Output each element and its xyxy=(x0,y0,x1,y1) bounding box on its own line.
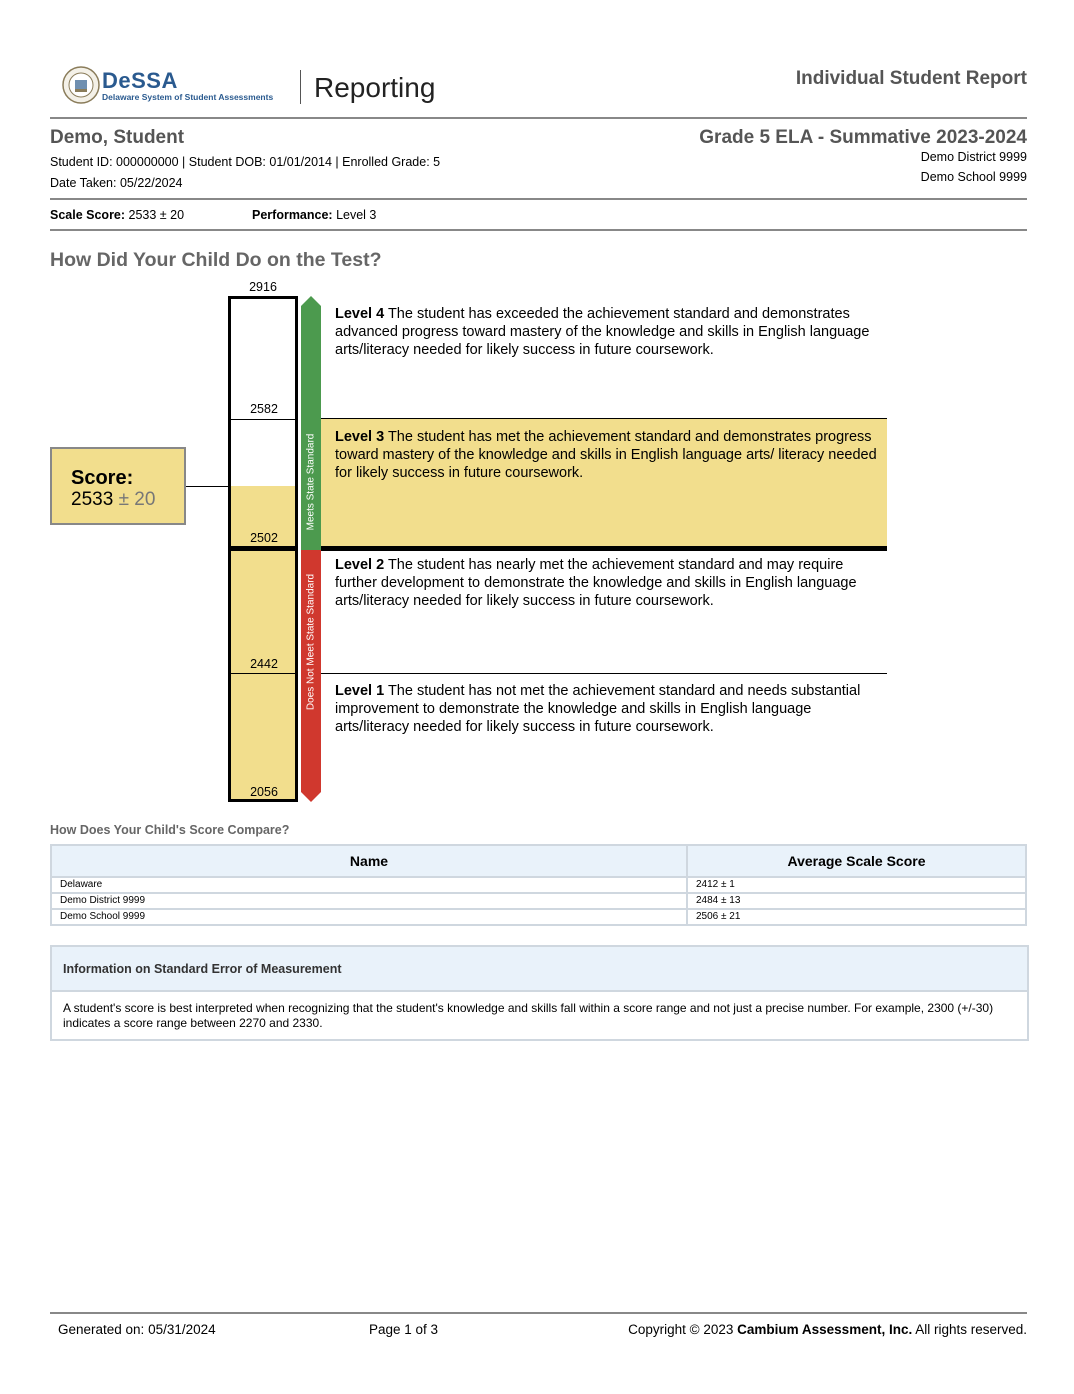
level-4-description: Level 4 The student has exceeded the achievement standard and demonstrates advanced progress toward mastery of the knowledge and skills in English language arts/literacy needed for likely success in future coursework. xyxy=(335,306,870,358)
compare-heading: How Does Your Child's Score Compare? xyxy=(50,823,290,837)
test-name: Grade 5 ELA - Summative 2023-2024 xyxy=(699,127,1027,148)
logo-subtitle: Delaware System of Student Assessments xyxy=(102,92,274,102)
district-name: Demo District 9999 xyxy=(920,150,1027,164)
header-divider xyxy=(300,70,301,104)
delaware-seal-icon xyxy=(62,66,100,104)
row-name: Demo School 9999 xyxy=(51,909,687,925)
score-number: 2533 xyxy=(71,489,114,510)
table-row xyxy=(51,877,1026,893)
meets-standard-label: Meets State Standard xyxy=(305,433,317,531)
performance-summary xyxy=(252,208,376,222)
cutpoint-label: 2582 xyxy=(250,402,278,416)
sem-info-title: Information on Standard Error of Measurement xyxy=(63,962,342,976)
header-rule xyxy=(50,117,1027,119)
scale-score-summary xyxy=(50,208,184,222)
school-name: Demo School 9999 xyxy=(920,170,1027,184)
section-title: Reporting xyxy=(314,72,436,103)
info-rule-top xyxy=(50,198,1027,200)
copyright-company: Cambium Assessment, Inc. xyxy=(737,1322,913,1337)
generated-date: Generated on: 05/31/2024 xyxy=(58,1322,216,1337)
sem-info-header xyxy=(52,947,1027,992)
student-id-line: Student ID: 000000000 | Student DOB: 01/01/2014 | Enrolled Grade: 5 xyxy=(50,155,441,169)
footer-rule xyxy=(50,1312,1027,1314)
performance-value: Level 3 xyxy=(336,208,377,222)
table-row xyxy=(51,909,1026,925)
performance-label: Performance: xyxy=(252,208,333,222)
sem-info-text: A student's score is best interpreted when recognizing that the student's knowledge and skills fall within a score range and not just a precise number. For example, 2300 (+/-30) indicates a score range between 2270 and 2330. xyxy=(63,1001,994,1030)
date-taken: Date Taken: 05/22/2024 xyxy=(50,176,183,190)
copyright-post: All rights reserved. xyxy=(912,1322,1027,1337)
level-separator-2-1 xyxy=(318,673,887,674)
how-did-heading: How Did Your Child Do on the Test? xyxy=(50,249,382,271)
level-2-description: Level 2 The student has nearly met the achievement standard and may require further development to demonstrate the knowledge and skills in English language arts/literacy needed for likely success in future coursework. xyxy=(335,557,857,609)
scale-score-value: 2533 ± 20 xyxy=(128,208,185,222)
col-header-name: Name xyxy=(51,845,687,877)
row-name: Demo District 9999 xyxy=(51,893,687,909)
column-tick-2442 xyxy=(228,673,298,674)
compare-table xyxy=(50,844,1027,926)
row-score: 2484 ± 13 xyxy=(687,893,1026,909)
score-error: ± 20 xyxy=(118,489,156,510)
col-header-score: Average Scale Score xyxy=(687,845,1026,877)
cutpoint-label: 2916 xyxy=(249,280,277,294)
sem-info-box xyxy=(50,945,1029,1041)
cutpoint-label: 2502 xyxy=(250,531,278,545)
cutpoint-label: 2056 xyxy=(250,785,278,799)
level-1-description: Level 1 The student has not met the achievement standard and needs substantial improvement to demonstrate the knowledge and skills in English language arts/literacy needed for likely success in future coursework. xyxy=(335,683,861,735)
score-box xyxy=(50,447,186,525)
copyright xyxy=(628,1322,1027,1337)
level-separator-4-3 xyxy=(318,418,887,419)
level-3-description: Level 3 The student has met the achievement standard and demonstrates progress toward mastery of the knowledge and skills in English language arts/ literacy needed for likely success in future coursework. xyxy=(335,429,877,481)
score-connector-line xyxy=(186,486,228,487)
row-name: Delaware xyxy=(51,877,687,893)
score-box-value xyxy=(71,489,155,511)
column-tick-2502 xyxy=(228,546,298,551)
info-rule-bottom xyxy=(50,229,1027,231)
scale-score-label: Scale Score: xyxy=(50,208,126,222)
page-number: Page 1 of 3 xyxy=(369,1322,439,1337)
table-row xyxy=(51,893,1026,909)
column-tick-2582 xyxy=(228,419,298,420)
logo-name: DeSSA xyxy=(102,68,178,93)
score-box-label: Score: xyxy=(71,467,134,489)
copyright-pre: Copyright © 2023 xyxy=(628,1322,738,1337)
compare-header-row xyxy=(51,845,1026,877)
row-score: 2412 ± 1 xyxy=(687,877,1026,893)
student-name: Demo, Student xyxy=(50,127,185,148)
row-score: 2506 ± 21 xyxy=(687,909,1026,925)
not-meets-standard-label: Does Not Meet State Standard xyxy=(305,573,317,711)
report-title: Individual Student Report xyxy=(795,68,1027,89)
cutpoint-label: 2442 xyxy=(250,657,278,671)
level-separator-3-2 xyxy=(318,546,887,551)
